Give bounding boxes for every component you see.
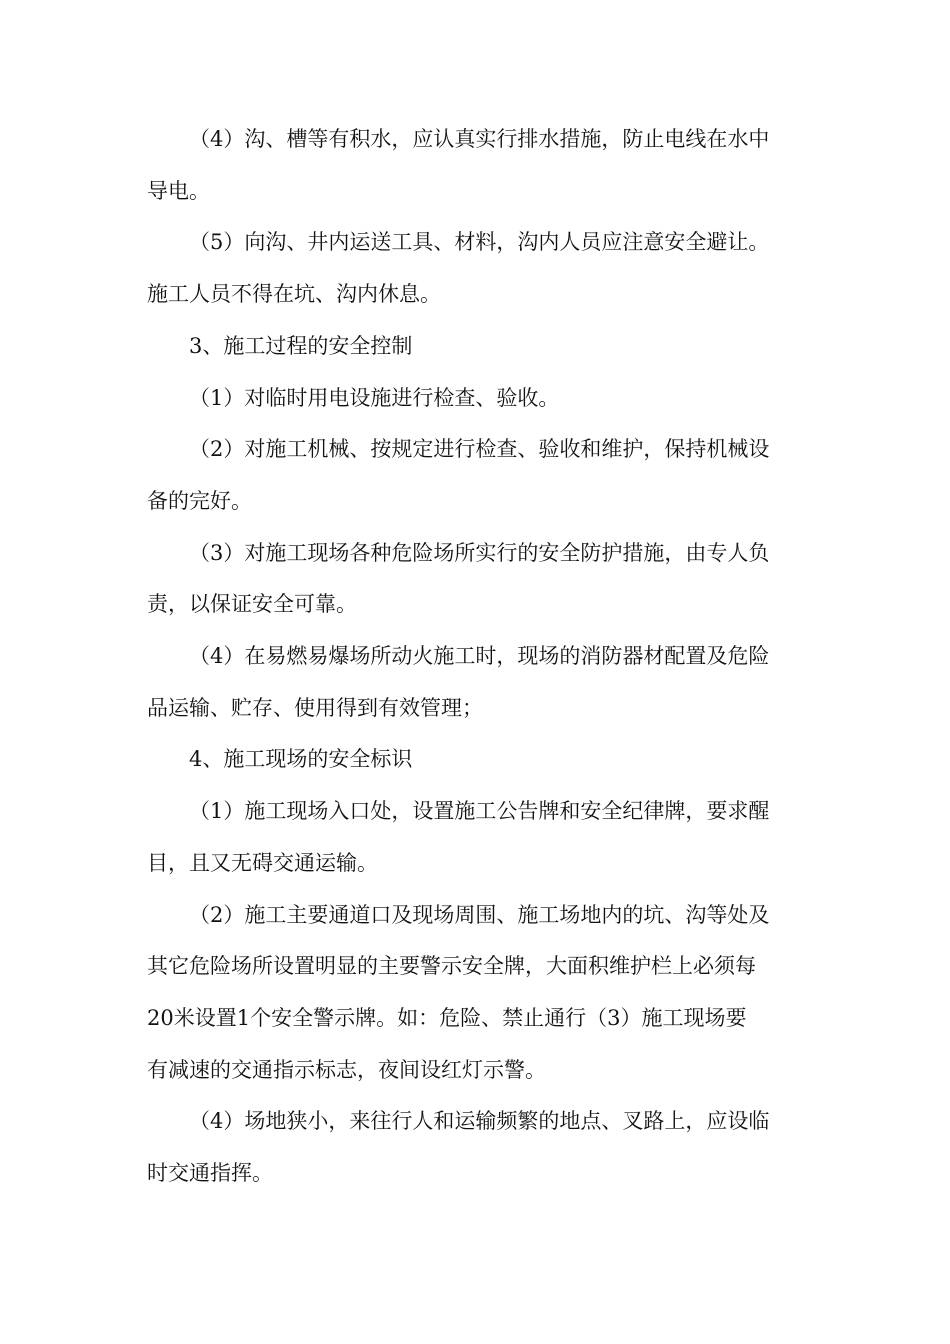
text-line: 导电。 xyxy=(147,178,210,203)
text-line: （1）施工现场入口处，设置施工公告牌和安全纪律牌，要求醒 xyxy=(189,799,770,824)
text-line: （4）沟、槽等有积水，应认真实行排水措施，防止电线在水中 xyxy=(189,127,770,151)
text-line: 目，且又无碍交通运输。 xyxy=(147,850,378,875)
text-line: 20米设置1个安全警示牌。如：危险、禁止通行（3）施工现场要 xyxy=(147,1005,747,1030)
text-line: 其它危险场所设置明显的主要警示安全牌，大面积维护栏上必须每 xyxy=(147,954,756,979)
text-line: 有减速的交通指示标志，夜间设红灯示警。 xyxy=(147,1057,546,1082)
body-text xyxy=(147,114,812,1200)
text-line: （5）向沟、井内运送工具、材料，沟内人员应注意安全避让。 xyxy=(189,230,770,255)
text-line: （2）施工主要通道口及现场周围、施工场地内的坑、沟等处及 xyxy=(189,902,770,927)
text-line: （2）对施工机械、按规定进行检查、验收和维护，保持机械设 xyxy=(189,437,770,462)
text-line: （1）对临时用电设施进行检查、验收。 xyxy=(189,385,560,410)
section-heading: 3、施工过程的安全控制 xyxy=(189,333,413,358)
section-heading: 4、施工现场的安全标识 xyxy=(189,747,413,772)
text-line: （4）在易燃易爆场所动火施工时，现场的消防器材配置及危险 xyxy=(189,644,770,669)
text-line: 备的完好。 xyxy=(147,488,252,513)
text-line: 责，以保证安全可靠。 xyxy=(147,592,357,617)
text-line: 时交通指挥。 xyxy=(147,1161,273,1186)
text-line: （4）场地狭小，来往行人和运输频繁的地点、叉路上，应设临 xyxy=(189,1109,770,1134)
text-line: 品运输、贮存、使用得到有效管理； xyxy=(147,695,483,720)
text-line: （3）对施工现场各种危险场所实行的安全防护措施，由专人负 xyxy=(189,540,770,565)
text-line: 施工人员不得在坑、沟内休息。 xyxy=(147,282,441,307)
